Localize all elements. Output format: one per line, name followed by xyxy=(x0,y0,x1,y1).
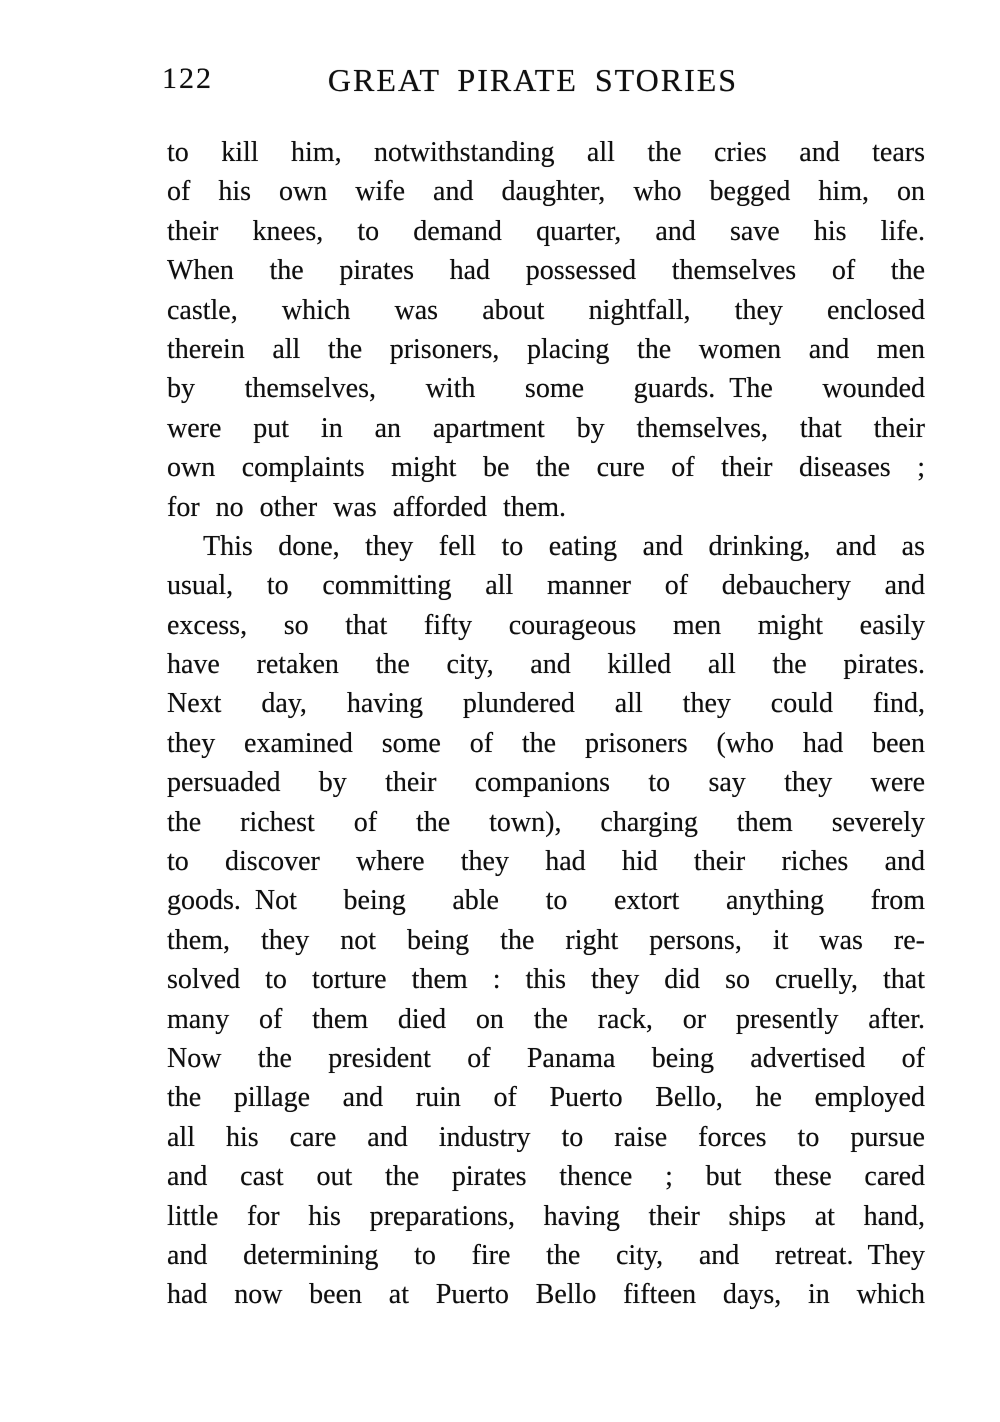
text-line: When the pirates had possessed themselves of the xyxy=(167,255,925,287)
text-line: castle, which was about nightfall, they enclosed xyxy=(167,294,925,326)
text-line: and determining to fire the city, and retreat. They xyxy=(167,1239,925,1271)
text-line: have retaken the city, and killed all the pirates. xyxy=(167,649,925,681)
text-line: persuaded by their companions to say they were xyxy=(167,767,925,799)
text-line: Next day, having plundered all they could find, xyxy=(167,688,925,720)
text-line: all his care and industry to raise forces to pursue xyxy=(167,1121,925,1153)
text-line: for no other was afforded them. xyxy=(167,491,567,523)
text-line: the pillage and ruin of Puerto Bello, he employed xyxy=(167,1082,925,1114)
text-line: therein all the prisoners, placing the women and men xyxy=(167,333,925,365)
text-line: many of them died on the rack, or presently after. xyxy=(167,1003,925,1035)
text-line: to kill him, notwithstanding all the cries and tears xyxy=(167,137,925,168)
text-line: solved to torture them : this they did so cruelly, that xyxy=(167,964,925,996)
text-line: were put in an apartment by themselves, that their xyxy=(167,412,925,444)
text-line: had now been at Puerto Bello fifteen days, in which xyxy=(167,1279,925,1311)
page-header xyxy=(162,62,925,102)
text-line: own complaints might be the cure of their diseases ; xyxy=(167,452,925,484)
text-line: and cast out the pirates thence ; but these cared xyxy=(167,1161,925,1193)
text-line: goods. Not being able to extort anything from xyxy=(167,885,925,917)
text-line: usual, to committing all manner of debauchery and xyxy=(167,570,925,602)
text-line: This done, they fell to eating and drinking, and as xyxy=(203,530,925,562)
text-line: their knees, to demand quarter, and save his life. xyxy=(167,215,925,247)
text-line: of his own wife and daughter, who begged him, on xyxy=(167,176,925,208)
text-line: they examined some of the prisoners (who had been xyxy=(167,727,925,759)
text-line: to discover where they had hid their riches and xyxy=(167,846,925,878)
body-text xyxy=(167,133,925,1315)
text-line: by themselves, with some guards. The wounded xyxy=(167,373,925,405)
text-line: excess, so that fifty courageous men might easily xyxy=(167,609,925,641)
text-line: little for his preparations, having their ships at hand, xyxy=(167,1200,925,1232)
text-line: the richest of the town), charging them severely xyxy=(167,806,925,838)
text-line: them, they not being the right persons, it was re- xyxy=(167,924,925,956)
text-line: Now the president of Panama being advertised of xyxy=(167,1042,925,1074)
page-number: 122 xyxy=(162,62,213,95)
running-title: GREAT PIRATE STORIES xyxy=(327,62,739,98)
